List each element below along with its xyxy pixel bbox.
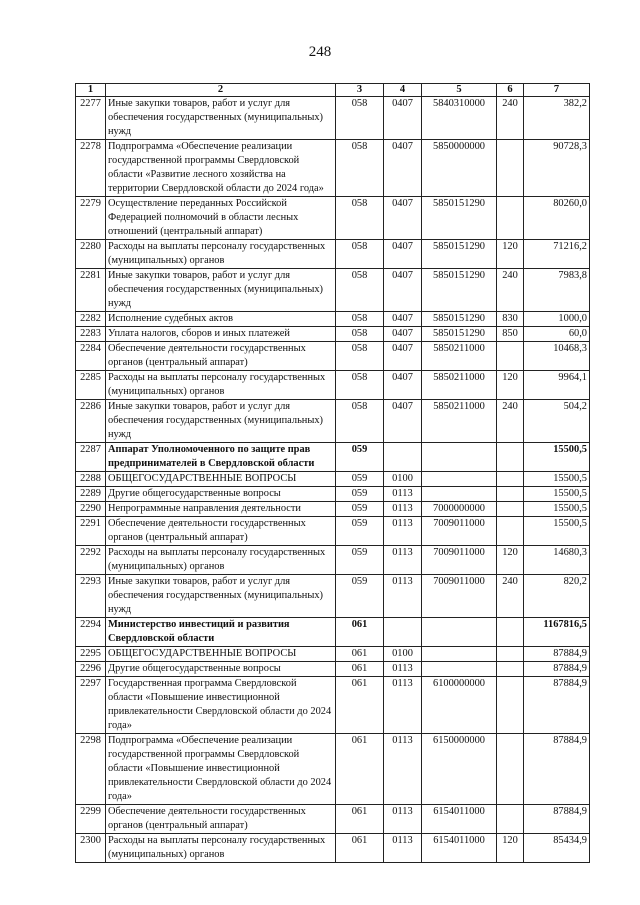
row-code-cs: 5850151290 [422, 269, 497, 312]
row-code-cs: 6100000000 [422, 677, 497, 734]
row-code-gr: 059 [336, 517, 384, 546]
row-amount: 87884,9 [524, 677, 590, 734]
row-code-vr: 850 [497, 327, 524, 342]
row-number: 2286 [76, 400, 106, 443]
row-number: 2300 [76, 834, 106, 863]
row-amount: 15500,5 [524, 502, 590, 517]
row-amount: 87884,9 [524, 662, 590, 677]
row-number: 2298 [76, 734, 106, 805]
table-row [76, 546, 590, 575]
row-code-gr: 061 [336, 618, 384, 647]
row-amount: 1000,0 [524, 312, 590, 327]
budget-table [75, 83, 590, 863]
row-code-gr: 059 [336, 487, 384, 502]
row-number: 2282 [76, 312, 106, 327]
row-code-rz: 0100 [384, 647, 422, 662]
row-amount: 15500,5 [524, 472, 590, 487]
table-row [76, 677, 590, 734]
row-code-cs [422, 487, 497, 502]
row-amount: 90728,3 [524, 140, 590, 197]
row-code-gr: 059 [336, 575, 384, 618]
row-code-gr: 061 [336, 662, 384, 677]
row-code-rz: 0407 [384, 327, 422, 342]
row-code-cs: 5850211000 [422, 371, 497, 400]
row-code-gr: 061 [336, 647, 384, 662]
row-code-gr: 058 [336, 371, 384, 400]
row-name: Иные закупки товаров, работ и услуг для обеспечения государственных (муниципальных) нужд [106, 575, 336, 618]
table-row [76, 312, 590, 327]
row-name: Обеспечение деятельности государственных органов (центральный аппарат) [106, 517, 336, 546]
row-name: Расходы на выплаты персоналу государственных (муниципальных) органов [106, 371, 336, 400]
row-code-vr [497, 618, 524, 647]
row-code-vr [497, 443, 524, 472]
column-header: 2 [106, 84, 336, 97]
row-number: 2296 [76, 662, 106, 677]
row-code-vr [497, 734, 524, 805]
column-header: 4 [384, 84, 422, 97]
row-code-rz: 0113 [384, 734, 422, 805]
row-amount: 382,2 [524, 97, 590, 140]
row-code-rz: 0407 [384, 400, 422, 443]
row-code-rz: 0113 [384, 834, 422, 863]
row-code-gr: 059 [336, 443, 384, 472]
row-code-gr: 058 [336, 140, 384, 197]
row-code-rz [384, 618, 422, 647]
row-code-rz: 0113 [384, 805, 422, 834]
row-code-vr: 240 [497, 400, 524, 443]
row-number: 2277 [76, 97, 106, 140]
row-code-rz: 0407 [384, 371, 422, 400]
row-code-cs: 5850211000 [422, 400, 497, 443]
table-row [76, 734, 590, 805]
row-code-cs [422, 647, 497, 662]
row-code-rz: 0113 [384, 575, 422, 618]
row-number: 2290 [76, 502, 106, 517]
row-number: 2278 [76, 140, 106, 197]
table-body [76, 97, 590, 863]
row-amount: 504,2 [524, 400, 590, 443]
row-name: Расходы на выплаты персоналу государственных (муниципальных) органов [106, 546, 336, 575]
row-code-rz: 0113 [384, 546, 422, 575]
row-code-cs: 6154011000 [422, 834, 497, 863]
row-code-cs [422, 618, 497, 647]
row-number: 2293 [76, 575, 106, 618]
table-row [76, 502, 590, 517]
table-row [76, 472, 590, 487]
table-row [76, 487, 590, 502]
row-amount: 15500,5 [524, 443, 590, 472]
row-amount: 1167816,5 [524, 618, 590, 647]
row-code-vr: 120 [497, 546, 524, 575]
row-code-cs: 6150000000 [422, 734, 497, 805]
row-amount: 15500,5 [524, 487, 590, 502]
row-code-vr [497, 487, 524, 502]
row-name: ОБЩЕГОСУДАРСТВЕННЫЕ ВОПРОСЫ [106, 647, 336, 662]
row-name: Государственная программа Свердловской области «Повышение инвестиционной привлекательности Свердловской области до 2024 года» [106, 677, 336, 734]
table-row [76, 618, 590, 647]
row-code-gr: 058 [336, 197, 384, 240]
row-code-vr: 240 [497, 269, 524, 312]
row-code-cs: 5850151290 [422, 327, 497, 342]
row-code-cs [422, 443, 497, 472]
row-name: Расходы на выплаты персоналу государственных (муниципальных) органов [106, 240, 336, 269]
row-code-rz: 0113 [384, 487, 422, 502]
row-code-gr: 058 [336, 312, 384, 327]
row-name: Другие общегосударственные вопросы [106, 662, 336, 677]
row-name: Непрограммные направления деятельности [106, 502, 336, 517]
row-number: 2280 [76, 240, 106, 269]
table-row [76, 805, 590, 834]
row-name: ОБЩЕГОСУДАРСТВЕННЫЕ ВОПРОСЫ [106, 472, 336, 487]
row-code-gr: 058 [336, 269, 384, 312]
row-amount: 15500,5 [524, 517, 590, 546]
table-row [76, 269, 590, 312]
row-code-vr: 120 [497, 371, 524, 400]
row-code-rz: 0113 [384, 517, 422, 546]
row-number: 2285 [76, 371, 106, 400]
row-amount: 87884,9 [524, 647, 590, 662]
row-code-gr: 058 [336, 400, 384, 443]
row-number: 2281 [76, 269, 106, 312]
table-row [76, 647, 590, 662]
row-code-gr: 059 [336, 546, 384, 575]
row-name: Подпрограмма «Обеспечение реализации государственной программы Свердловской области «Развитие лесного хозяйства на территории Свердловской области до 2024 года» [106, 140, 336, 197]
table-row [76, 834, 590, 863]
row-code-cs: 5850000000 [422, 140, 497, 197]
row-code-gr: 059 [336, 472, 384, 487]
row-number: 2279 [76, 197, 106, 240]
column-header: 3 [336, 84, 384, 97]
row-amount: 85434,9 [524, 834, 590, 863]
row-name: Подпрограмма «Обеспечение реализации государственной программы Свердловской области «Повышение инвестиционной привлекательности Свердловской области до 2024 года» [106, 734, 336, 805]
row-code-cs [422, 662, 497, 677]
row-name: Осуществление переданных Российской Федерацией полномочий в области лесных отношений (центральный аппарат) [106, 197, 336, 240]
row-code-rz [384, 443, 422, 472]
row-number: 2297 [76, 677, 106, 734]
row-name: Аппарат Уполномоченного по защите прав предпринимателей в Свердловской области [106, 443, 336, 472]
row-code-cs: 5840310000 [422, 97, 497, 140]
row-name: Уплата налогов, сборов и иных платежей [106, 327, 336, 342]
column-header: 5 [422, 84, 497, 97]
row-code-rz: 0407 [384, 140, 422, 197]
row-code-vr [497, 662, 524, 677]
row-name: Министерство инвестиций и развития Свердловской области [106, 618, 336, 647]
table-row [76, 443, 590, 472]
row-name: Исполнение судебных актов [106, 312, 336, 327]
row-amount: 820,2 [524, 575, 590, 618]
row-amount: 10468,3 [524, 342, 590, 371]
row-code-gr: 058 [336, 327, 384, 342]
row-code-vr: 240 [497, 575, 524, 618]
row-number: 2295 [76, 647, 106, 662]
row-code-cs [422, 472, 497, 487]
row-name: Обеспечение деятельности государственных органов (центральный аппарат) [106, 805, 336, 834]
row-code-cs: 5850211000 [422, 342, 497, 371]
column-header: 6 [497, 84, 524, 97]
row-amount: 71216,2 [524, 240, 590, 269]
table-row [76, 371, 590, 400]
page-number: 248 [308, 44, 332, 60]
row-number: 2283 [76, 327, 106, 342]
row-code-rz: 0407 [384, 97, 422, 140]
row-amount: 14680,3 [524, 546, 590, 575]
row-code-rz: 0407 [384, 240, 422, 269]
row-code-rz: 0113 [384, 662, 422, 677]
row-code-cs: 7009011000 [422, 575, 497, 618]
row-code-gr: 059 [336, 502, 384, 517]
row-number: 2287 [76, 443, 106, 472]
row-name: Расходы на выплаты персоналу государственных (муниципальных) органов [106, 834, 336, 863]
row-code-vr [497, 517, 524, 546]
row-number: 2289 [76, 487, 106, 502]
table-row [76, 327, 590, 342]
row-amount: 7983,8 [524, 269, 590, 312]
row-code-vr: 240 [497, 97, 524, 140]
header-row [76, 84, 590, 97]
row-code-cs: 6154011000 [422, 805, 497, 834]
column-header: 1 [76, 84, 106, 97]
table-row [76, 662, 590, 677]
row-number: 2292 [76, 546, 106, 575]
row-code-cs: 7000000000 [422, 502, 497, 517]
row-amount: 9964,1 [524, 371, 590, 400]
row-name: Иные закупки товаров, работ и услуг для обеспечения государственных (муниципальных) нужд [106, 97, 336, 140]
row-code-rz: 0407 [384, 269, 422, 312]
row-code-rz: 0407 [384, 342, 422, 371]
table-row [76, 97, 590, 140]
row-code-gr: 061 [336, 834, 384, 863]
table-row [76, 197, 590, 240]
row-code-rz: 0100 [384, 472, 422, 487]
row-number: 2291 [76, 517, 106, 546]
row-code-vr: 120 [497, 834, 524, 863]
row-code-rz: 0113 [384, 677, 422, 734]
row-code-vr [497, 472, 524, 487]
row-code-cs: 5850151290 [422, 240, 497, 269]
row-code-vr: 830 [497, 312, 524, 327]
row-code-vr [497, 805, 524, 834]
row-amount: 87884,9 [524, 805, 590, 834]
row-code-vr [497, 677, 524, 734]
row-code-rz: 0407 [384, 312, 422, 327]
row-code-cs: 5850151290 [422, 197, 497, 240]
table-row [76, 400, 590, 443]
row-code-vr: 120 [497, 240, 524, 269]
row-code-cs: 7009011000 [422, 517, 497, 546]
table-row [76, 517, 590, 546]
table-row [76, 240, 590, 269]
row-number: 2288 [76, 472, 106, 487]
row-amount: 60,0 [524, 327, 590, 342]
row-amount: 80260,0 [524, 197, 590, 240]
row-name: Обеспечение деятельности государственных органов (центральный аппарат) [106, 342, 336, 371]
table-row [76, 342, 590, 371]
row-code-gr: 061 [336, 677, 384, 734]
row-code-gr: 061 [336, 734, 384, 805]
row-code-gr: 058 [336, 97, 384, 140]
row-code-rz: 0113 [384, 502, 422, 517]
row-number: 2294 [76, 618, 106, 647]
table-row [76, 140, 590, 197]
row-code-gr: 058 [336, 342, 384, 371]
row-name: Иные закупки товаров, работ и услуг для обеспечения государственных (муниципальных) нужд [106, 269, 336, 312]
row-code-cs: 5850151290 [422, 312, 497, 327]
row-code-vr [497, 197, 524, 240]
row-number: 2299 [76, 805, 106, 834]
row-code-vr [497, 647, 524, 662]
row-code-gr: 061 [336, 805, 384, 834]
row-code-rz: 0407 [384, 197, 422, 240]
row-code-cs: 7009011000 [422, 546, 497, 575]
row-name: Другие общегосударственные вопросы [106, 487, 336, 502]
row-amount: 87884,9 [524, 734, 590, 805]
table-row [76, 575, 590, 618]
row-code-vr [497, 342, 524, 371]
row-name: Иные закупки товаров, работ и услуг для обеспечения государственных (муниципальных) нужд [106, 400, 336, 443]
column-header: 7 [524, 84, 590, 97]
row-code-vr [497, 140, 524, 197]
row-code-vr [497, 502, 524, 517]
row-code-gr: 058 [336, 240, 384, 269]
row-number: 2284 [76, 342, 106, 371]
